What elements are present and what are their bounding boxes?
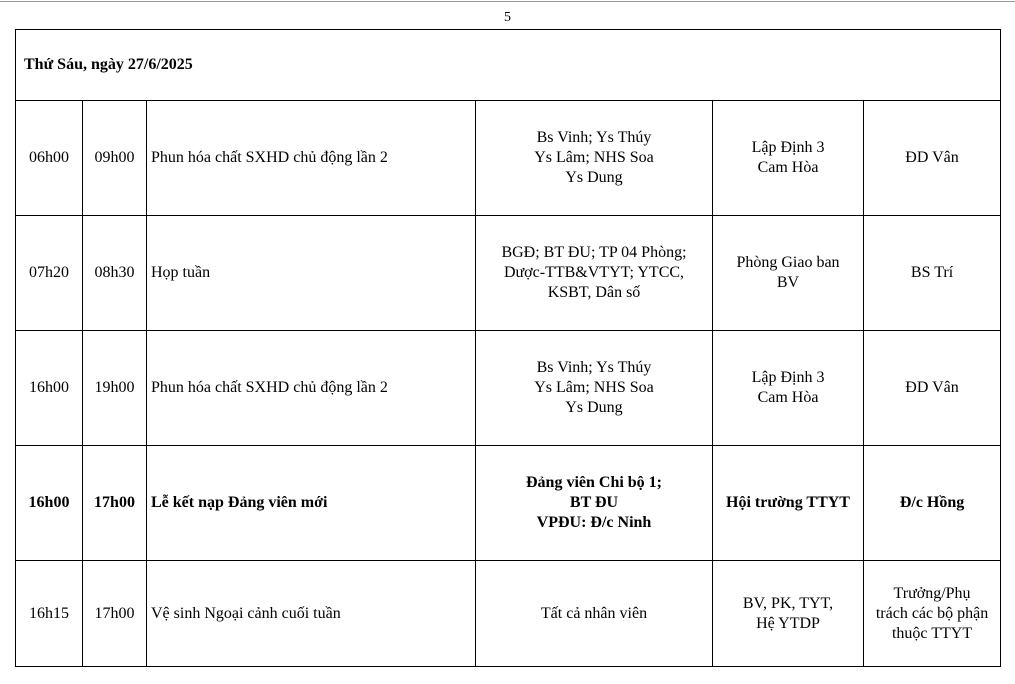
- event-content: Phun hóa chất SXHD chủ động lần 2: [147, 331, 476, 446]
- end-time: 08h30: [83, 216, 147, 331]
- participants-cell: [476, 331, 713, 446]
- participants-line: VPĐU: Đ/c Ninh: [536, 514, 652, 531]
- start-time: 16h15: [16, 561, 83, 667]
- location-line: Hệ YTDP: [756, 614, 820, 632]
- location-cell: [713, 331, 864, 446]
- lead-line: trách các bộ phận: [875, 604, 989, 622]
- lead-cell: [864, 216, 1001, 331]
- participants-line: Bs Vinh; Ys Thúy: [536, 359, 652, 376]
- event-content: Họp tuần: [147, 216, 476, 331]
- start-time: 16h00: [16, 446, 83, 561]
- lead-cell: [864, 101, 1001, 216]
- end-time: 17h00: [83, 561, 147, 667]
- day-header-row: [16, 30, 1001, 101]
- lead-line: BS Trí: [910, 264, 954, 281]
- location-line: BV: [776, 274, 800, 291]
- participants-line: Bs Vinh; Ys Thúy: [536, 129, 652, 146]
- start-time: 06h00: [16, 101, 83, 216]
- location-cell: [713, 446, 864, 561]
- lead-cell: [864, 446, 1001, 561]
- location-line: BV, PK, TYT,: [742, 594, 834, 612]
- location-line: Hội trường TTYT: [726, 494, 850, 511]
- table-row: [16, 216, 1001, 331]
- participants-cell: [476, 216, 713, 331]
- participants-line: Ys Lâm; NHS Soa: [534, 149, 654, 166]
- participants-cell: [476, 561, 713, 667]
- location-line: Phòng Giao ban: [736, 254, 840, 271]
- event-content: Lễ kết nạp Đảng viên mới: [147, 446, 476, 561]
- participants-line: Ys Dung: [565, 399, 623, 416]
- top-rule: [0, 1, 1015, 2]
- table-row: [16, 446, 1001, 561]
- lead-line: Trưởng/Phụ: [893, 584, 971, 602]
- event-content: Phun hóa chất SXHD chủ động lần 2: [147, 101, 476, 216]
- lead-line: thuộc TTYT: [891, 624, 973, 642]
- start-time: 16h00: [16, 331, 83, 446]
- schedule-table: [15, 29, 1001, 667]
- end-time: 17h00: [83, 446, 147, 561]
- lead-cell: [864, 331, 1001, 446]
- participants-line: Ys Dung: [565, 169, 623, 186]
- table-row: [16, 561, 1001, 667]
- location-line: Lập Định 3: [751, 139, 825, 156]
- lead-line: Đ/c Hồng: [899, 494, 965, 511]
- event-content: Vệ sinh Ngoại cảnh cuối tuần: [147, 561, 476, 667]
- location-line: Cam Hòa: [757, 159, 819, 176]
- participants-line: BGĐ; BT ĐU; TP 04 Phòng;: [501, 244, 687, 261]
- participants-line: Ys Lâm; NHS Soa: [534, 379, 654, 396]
- lead-line: ĐD Vân: [905, 379, 959, 396]
- location-cell: [713, 101, 864, 216]
- participants-line: Đảng viên Chi bộ 1;: [525, 474, 663, 491]
- participants-line: BT ĐU: [569, 494, 619, 511]
- table-row: [16, 101, 1001, 216]
- lead-line: ĐD Vân: [905, 149, 959, 166]
- page-number: 5: [504, 10, 511, 25]
- lead-cell: [864, 561, 1001, 667]
- table-row: [16, 331, 1001, 446]
- day-header: Thứ Sáu, ngày 27/6/2025: [16, 30, 1001, 101]
- location-line: Cam Hòa: [757, 389, 819, 406]
- participants-line: KSBT, Dân số: [547, 284, 641, 301]
- end-time: 19h00: [83, 331, 147, 446]
- participants-line: Tất cả nhân viên: [540, 604, 648, 622]
- location-cell: [713, 561, 864, 667]
- location-cell: [713, 216, 864, 331]
- participants-cell: [476, 101, 713, 216]
- end-time: 09h00: [83, 101, 147, 216]
- location-line: Lập Định 3: [751, 369, 825, 386]
- start-time: 07h20: [16, 216, 83, 331]
- participants-line: Dược-TTB&VTYT; YTCC,: [503, 264, 685, 281]
- participants-cell: [476, 446, 713, 561]
